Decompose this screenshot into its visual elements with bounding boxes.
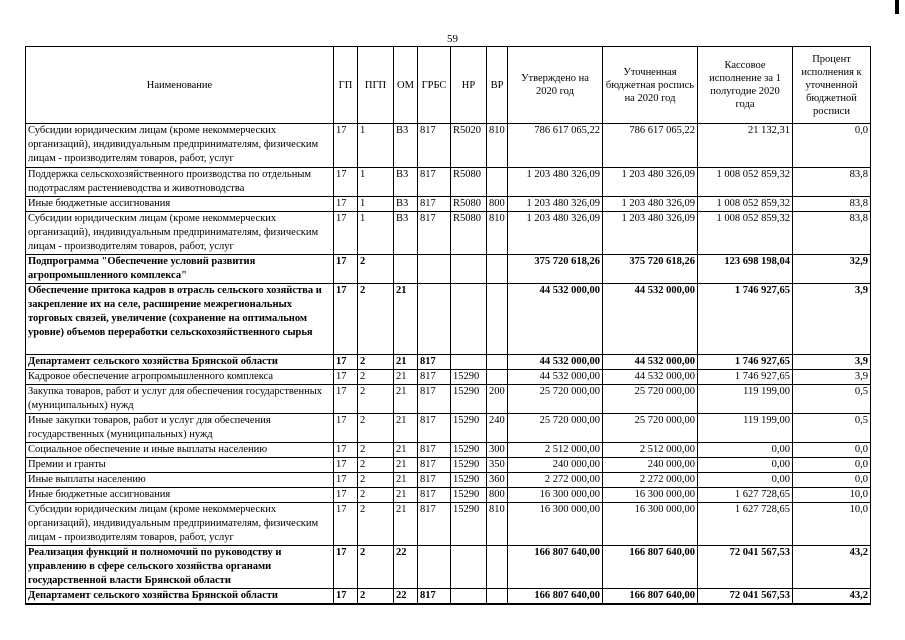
cell-gp: 17 — [334, 370, 358, 385]
cell-nr: R5080 — [451, 212, 487, 255]
cell-grbs: 817 — [418, 168, 451, 197]
cell-om: В3 — [394, 197, 418, 212]
cell-name: Иные выплаты населению — [26, 473, 334, 488]
cell-revised: 44 532 000,00 — [603, 284, 698, 355]
cell-ppgp: 1 — [358, 197, 394, 212]
cell-grbs: 817 — [418, 124, 451, 168]
table-row — [26, 124, 871, 168]
cell-ppgp: 1 — [358, 212, 394, 255]
cell-approved: 2 272 000,00 — [508, 473, 603, 488]
cell-cash: 1 746 927,65 — [698, 355, 793, 370]
cell-percent: 0,5 — [793, 385, 871, 414]
cell-om: 21 — [394, 503, 418, 546]
cell-nr — [451, 355, 487, 370]
table-row — [26, 197, 871, 212]
cell-revised: 2 512 000,00 — [603, 443, 698, 458]
cell-name: Закупка товаров, работ и услуг для обеспечения государственных (муниципальных) нужд — [26, 385, 334, 414]
cell-cash: 1 746 927,65 — [698, 284, 793, 355]
cell-name: Департамент сельского хозяйства Брянской области — [26, 355, 334, 370]
cell-percent: 0,0 — [793, 443, 871, 458]
cell-grbs — [418, 255, 451, 284]
cell-om: 21 — [394, 385, 418, 414]
cell-om: 21 — [394, 284, 418, 355]
cell-percent: 10,0 — [793, 503, 871, 546]
cell-cash: 119 199,00 — [698, 385, 793, 414]
cell-gp: 17 — [334, 473, 358, 488]
cell-vr — [487, 284, 508, 355]
header-gp: ГП — [334, 47, 358, 124]
cell-name: Иные бюджетные ассигнования — [26, 488, 334, 503]
cell-gp: 17 — [334, 443, 358, 458]
cell-nr: 15290 — [451, 385, 487, 414]
cell-approved: 44 532 000,00 — [508, 284, 603, 355]
cell-nr: R5080 — [451, 197, 487, 212]
cell-approved: 25 720 000,00 — [508, 385, 603, 414]
header-grbs: ГРБС — [418, 47, 451, 124]
budget-execution-table — [25, 46, 871, 605]
cell-vr: 810 — [487, 212, 508, 255]
table-row — [26, 488, 871, 503]
table-header-row — [26, 47, 871, 124]
cell-nr — [451, 255, 487, 284]
cell-approved: 240 000,00 — [508, 458, 603, 473]
cell-name: Обеспечение притока кадров в отрасль сельского хозяйства и закрепление их на селе, расширение межрегиональных торговых связей, увеличение (сохранение на оптимальном уровне) объемов переработки сельскохозяйственного сырья — [26, 284, 334, 355]
table-row — [26, 546, 871, 589]
cell-vr: 200 — [487, 385, 508, 414]
cell-grbs: 817 — [418, 589, 451, 605]
cell-gp: 17 — [334, 458, 358, 473]
cell-cash: 1 627 728,65 — [698, 503, 793, 546]
cell-cash: 1 746 927,65 — [698, 370, 793, 385]
cell-ppgp: 2 — [358, 414, 394, 443]
cell-ppgp: 2 — [358, 503, 394, 546]
table-row — [26, 255, 871, 284]
cell-gp: 17 — [334, 212, 358, 255]
cell-percent: 0,0 — [793, 458, 871, 473]
cell-approved: 16 300 000,00 — [508, 488, 603, 503]
cell-vr: 800 — [487, 197, 508, 212]
cell-revised: 44 532 000,00 — [603, 355, 698, 370]
cell-vr: 240 — [487, 414, 508, 443]
table-row — [26, 212, 871, 255]
cell-gp: 17 — [334, 414, 358, 443]
cell-grbs: 817 — [418, 414, 451, 443]
cell-vr: 360 — [487, 473, 508, 488]
cell-percent: 83,8 — [793, 197, 871, 212]
table-row — [26, 385, 871, 414]
cell-percent: 83,8 — [793, 212, 871, 255]
cell-approved: 1 203 480 326,09 — [508, 197, 603, 212]
table-row — [26, 355, 871, 370]
cell-cash: 0,00 — [698, 443, 793, 458]
cell-nr: 15290 — [451, 473, 487, 488]
header-percent: Процент исполнения к уточненной бюджетной росписи — [793, 47, 871, 124]
header-ppgp: ПГП — [358, 47, 394, 124]
cell-om: В3 — [394, 168, 418, 197]
cell-approved: 44 532 000,00 — [508, 370, 603, 385]
header-cash: Кассовое исполнение за 1 полугодие 2020 года — [698, 47, 793, 124]
cell-om: 21 — [394, 355, 418, 370]
cell-gp: 17 — [334, 355, 358, 370]
cell-nr — [451, 546, 487, 589]
cell-gp: 17 — [334, 488, 358, 503]
cell-om: 22 — [394, 546, 418, 589]
cell-revised: 240 000,00 — [603, 458, 698, 473]
cell-vr — [487, 355, 508, 370]
cell-percent: 3,9 — [793, 370, 871, 385]
cell-gp: 17 — [334, 546, 358, 589]
cell-vr — [487, 255, 508, 284]
cell-name: Кадровое обеспечение агропромышленного комплекса — [26, 370, 334, 385]
cell-nr: 15290 — [451, 443, 487, 458]
cell-name: Департамент сельского хозяйства Брянской области — [26, 589, 334, 605]
cell-approved: 2 512 000,00 — [508, 443, 603, 458]
header-name: Наименование — [26, 47, 334, 124]
cell-nr: 15290 — [451, 488, 487, 503]
cell-nr: R5080 — [451, 168, 487, 197]
cell-cash: 21 132,31 — [698, 124, 793, 168]
cell-nr: 15290 — [451, 370, 487, 385]
cell-percent: 3,9 — [793, 284, 871, 355]
cell-nr — [451, 284, 487, 355]
cell-vr: 810 — [487, 124, 508, 168]
cell-vr: 350 — [487, 458, 508, 473]
table-row — [26, 443, 871, 458]
cell-grbs: 817 — [418, 370, 451, 385]
cell-cash: 1 008 052 859,32 — [698, 212, 793, 255]
cell-cash: 1 627 728,65 — [698, 488, 793, 503]
cell-grbs: 817 — [418, 473, 451, 488]
header-nr: НР — [451, 47, 487, 124]
cell-name: Реализация функций и полномочий по руководству и управлению в сфере сельского хозяйства органами государственной власти Брянской области — [26, 546, 334, 589]
cell-cash: 1 008 052 859,32 — [698, 197, 793, 212]
cell-revised: 166 807 640,00 — [603, 589, 698, 605]
cell-cash: 0,00 — [698, 473, 793, 488]
cell-revised: 166 807 640,00 — [603, 546, 698, 589]
cell-cash: 72 041 567,53 — [698, 589, 793, 605]
cell-nr: 15290 — [451, 414, 487, 443]
cell-nr: 15290 — [451, 458, 487, 473]
cell-name: Субсидии юридическим лицам (кроме некоммерческих организаций), индивидуальным предпринимателям, физическим лицам - производителям товаров, работ, услуг — [26, 212, 334, 255]
cell-ppgp: 1 — [358, 168, 394, 197]
cell-om: 21 — [394, 443, 418, 458]
cell-gp: 17 — [334, 197, 358, 212]
cell-name: Поддержка сельскохозяйственного производства по отдельным подотраслям растениеводства и животноводства — [26, 168, 334, 197]
cell-approved: 786 617 065,22 — [508, 124, 603, 168]
cell-percent: 10,0 — [793, 488, 871, 503]
cell-vr — [487, 168, 508, 197]
cell-percent: 83,8 — [793, 168, 871, 197]
cell-approved: 375 720 618,26 — [508, 255, 603, 284]
cell-gp: 17 — [334, 284, 358, 355]
cell-nr: R5020 — [451, 124, 487, 168]
cell-vr — [487, 589, 508, 605]
cell-name: Субсидии юридическим лицам (кроме некоммерческих организаций), индивидуальным предпринимателям, физическим лицам - производителям товаров, работ, услуг — [26, 503, 334, 546]
table-row — [26, 458, 871, 473]
cell-om: 21 — [394, 458, 418, 473]
cell-percent: 43,2 — [793, 546, 871, 589]
cell-grbs: 817 — [418, 458, 451, 473]
cell-approved: 1 203 480 326,09 — [508, 212, 603, 255]
cell-revised: 1 203 480 326,09 — [603, 197, 698, 212]
cell-grbs: 817 — [418, 355, 451, 370]
cell-revised: 786 617 065,22 — [603, 124, 698, 168]
cell-om: 21 — [394, 370, 418, 385]
cell-revised: 25 720 000,00 — [603, 385, 698, 414]
header-om: ОМ — [394, 47, 418, 124]
cell-revised: 44 532 000,00 — [603, 370, 698, 385]
cell-approved: 166 807 640,00 — [508, 589, 603, 605]
cell-cash: 1 008 052 859,32 — [698, 168, 793, 197]
cell-name: Иные бюджетные ассигнования — [26, 197, 334, 212]
cell-ppgp: 2 — [358, 589, 394, 605]
cell-percent: 0,0 — [793, 473, 871, 488]
cell-name: Иные закупки товаров, работ и услуг для обеспечения государственных (муниципальных) нужд — [26, 414, 334, 443]
cell-revised: 16 300 000,00 — [603, 503, 698, 546]
cell-name: Социальное обеспечение и иные выплаты населению — [26, 443, 334, 458]
cell-om: 21 — [394, 414, 418, 443]
cell-om: 22 — [394, 589, 418, 605]
cell-approved: 166 807 640,00 — [508, 546, 603, 589]
cell-percent: 32,9 — [793, 255, 871, 284]
cell-vr — [487, 370, 508, 385]
cell-cash: 119 199,00 — [698, 414, 793, 443]
cell-approved: 16 300 000,00 — [508, 503, 603, 546]
cell-revised: 25 720 000,00 — [603, 414, 698, 443]
cell-gp: 17 — [334, 589, 358, 605]
cell-revised: 375 720 618,26 — [603, 255, 698, 284]
cell-grbs — [418, 546, 451, 589]
cell-approved: 44 532 000,00 — [508, 355, 603, 370]
cell-percent: 0,0 — [793, 124, 871, 168]
cell-om: В3 — [394, 212, 418, 255]
cell-revised: 2 272 000,00 — [603, 473, 698, 488]
cell-gp: 17 — [334, 385, 358, 414]
cell-ppgp: 2 — [358, 370, 394, 385]
table-row — [26, 503, 871, 546]
cell-om: 21 — [394, 488, 418, 503]
cell-grbs — [418, 284, 451, 355]
table-row — [26, 168, 871, 197]
cell-ppgp: 2 — [358, 355, 394, 370]
table-row — [26, 473, 871, 488]
cell-name: Подпрограмма "Обеспечение условий развития агропромышленного комплекса" — [26, 255, 334, 284]
cell-gp: 17 — [334, 168, 358, 197]
cell-grbs: 817 — [418, 212, 451, 255]
cell-name: Субсидии юридическим лицам (кроме некоммерческих организаций), индивидуальным предпринимателям, физическим лицам - производителям товаров, работ, услуг — [26, 124, 334, 168]
cell-percent: 3,9 — [793, 355, 871, 370]
cell-ppgp: 2 — [358, 255, 394, 284]
cell-grbs: 817 — [418, 488, 451, 503]
cell-percent: 43,2 — [793, 589, 871, 605]
cell-cash: 72 041 567,53 — [698, 546, 793, 589]
cell-cash: 123 698 198,04 — [698, 255, 793, 284]
cell-revised: 1 203 480 326,09 — [603, 212, 698, 255]
cell-gp: 17 — [334, 503, 358, 546]
scan-edge-mark — [895, 0, 899, 14]
header-approved: Утверждено на 2020 год — [508, 47, 603, 124]
cell-ppgp: 2 — [358, 473, 394, 488]
cell-revised: 1 203 480 326,09 — [603, 168, 698, 197]
header-vr: ВР — [487, 47, 508, 124]
cell-cash: 0,00 — [698, 458, 793, 473]
cell-om: В3 — [394, 124, 418, 168]
cell-om: 21 — [394, 473, 418, 488]
cell-name: Премии и гранты — [26, 458, 334, 473]
cell-vr: 800 — [487, 488, 508, 503]
table-row — [26, 370, 871, 385]
header-revised: Уточненная бюджетная роспись на 2020 год — [603, 47, 698, 124]
cell-approved: 1 203 480 326,09 — [508, 168, 603, 197]
page-number: 59 — [447, 33, 458, 45]
table-row — [26, 589, 871, 605]
cell-vr: 300 — [487, 443, 508, 458]
cell-vr: 810 — [487, 503, 508, 546]
cell-nr: 15290 — [451, 503, 487, 546]
cell-ppgp: 2 — [358, 385, 394, 414]
cell-ppgp: 1 — [358, 124, 394, 168]
cell-ppgp: 2 — [358, 488, 394, 503]
cell-grbs: 817 — [418, 443, 451, 458]
cell-ppgp: 2 — [358, 443, 394, 458]
cell-grbs: 817 — [418, 197, 451, 212]
cell-approved: 25 720 000,00 — [508, 414, 603, 443]
cell-revised: 16 300 000,00 — [603, 488, 698, 503]
cell-vr — [487, 546, 508, 589]
cell-percent: 0,5 — [793, 414, 871, 443]
cell-ppgp: 2 — [358, 284, 394, 355]
cell-ppgp: 2 — [358, 458, 394, 473]
cell-om — [394, 255, 418, 284]
cell-gp: 17 — [334, 124, 358, 168]
cell-grbs: 817 — [418, 385, 451, 414]
cell-grbs: 817 — [418, 503, 451, 546]
cell-ppgp: 2 — [358, 546, 394, 589]
table-row — [26, 284, 871, 355]
cell-nr — [451, 589, 487, 605]
table-row — [26, 414, 871, 443]
cell-gp: 17 — [334, 255, 358, 284]
